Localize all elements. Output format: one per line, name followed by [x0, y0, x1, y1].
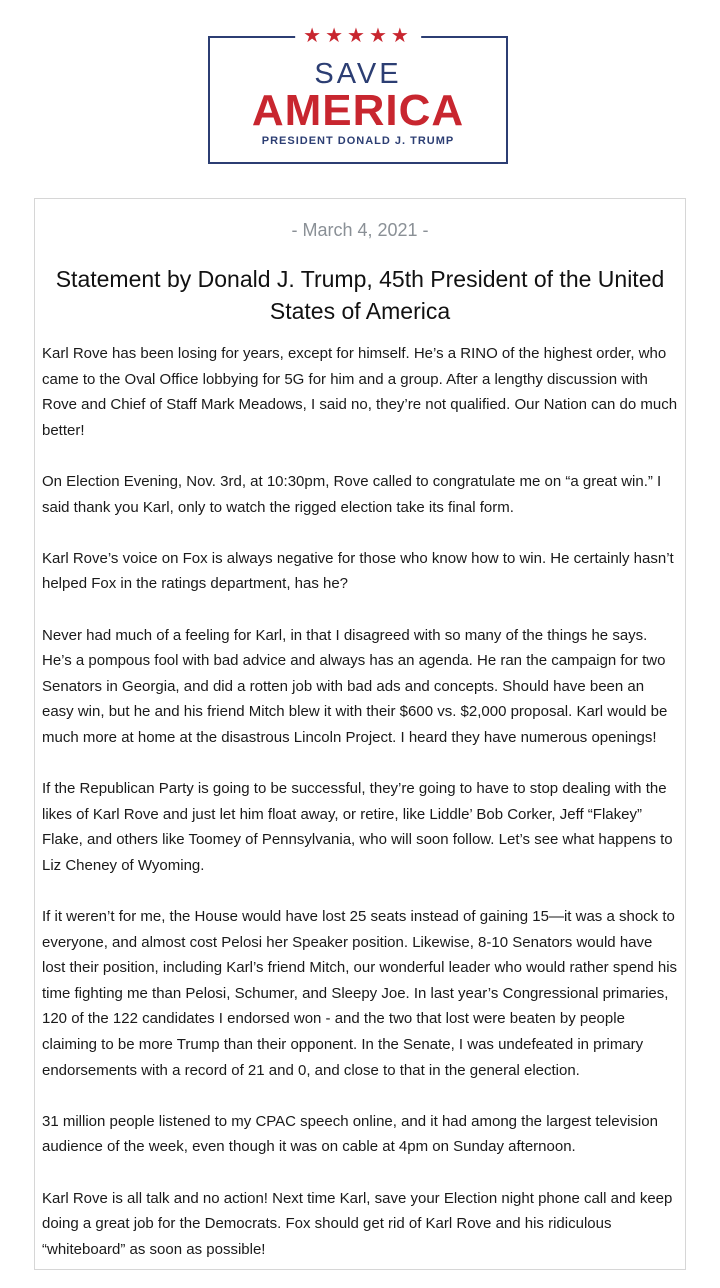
paragraph: Karl Rove is all talk and no action! Next time Karl, save your Election night phone call and keep doing a great job for the Democrats. Fox should get rid of Karl Rove and his ridiculous “whiteboard” as soon as possible!: [42, 1189, 673, 1258]
logo-save-text: SAVE: [314, 58, 402, 90]
paragraph: Karl Rove has been losing for years, except for himself. He’s a RINO of the highest order, who came to the Oval Office lobbying for 5G for him and a group. After a lengthy discussion with Rove and Chief of Staff Mark Meadows, I said no, they’re not qualified. Our Nation can do much better!: [42, 345, 678, 439]
statement-title: Statement by Donald J. Trump, 45th President of the United States of America: [55, 266, 665, 324]
paragraph: Karl Rove’s voice on Fox is always negative for those who know how to win. He certainly hasn’t helped Fox in the ratings department, has he?: [42, 549, 674, 593]
statement-body: [42, 341, 679, 1288]
paragraph: Never had much of a feeling for Karl, in that I disagreed with so many of the things he says. He’s a pompous fool with bad advice and always has an agenda. He ran the campaign for two Senators in Georgia, and did a rotten job with bad ads and concepts. Should have been an easy win, but he and his friend Mitch blew it with their $600 vs. $2,000 proposal. Karl would be much more at home at the disastrous Lincoln Project. I heard they have numerous openings!: [42, 626, 668, 746]
stars-icon: ★★★★★: [295, 24, 421, 48]
save-america-logo: [208, 25, 508, 164]
statement-card: [34, 198, 686, 1270]
paragraph: If the Republican Party is going to be successful, they’re going to have to stop dealing with the likes of Karl Rove and just let him float away, or retire, like Liddle’ Bob Corker, Jeff “Flakey” Flake, and others like Toomey of Pennsylvania, who will soon follow. Let’s see what happens to Liz Cheney of Wyoming.: [42, 780, 673, 874]
paragraph: 31 million people listened to my CPAC speech online, and it had among the largest television audience of the week, even though it was on cable at 4pm on Sunday afternoon.: [42, 1112, 658, 1156]
statement-date: - March 4, 2021 -: [291, 220, 429, 240]
logo-america-text: AMERICA: [251, 86, 465, 135]
paragraph: If it weren’t for me, the House would have lost 25 seats instead of gaining 15—it was a shock to everyone, and almost cost Pelosi her Speaker position. Likewise, 8-10 Senators would have lost their position, including Karl’s friend Mitch, our wonderful leader who would rather spend his time fighting me than Pelosi, Schumer, and Sleepy Joe. In last year’s Congressional primaries, 120 of the 122 candidates I endorsed won - and the two that lost were beaten by people claiming to be more Trump than their opponent. In the Senate, I was undefeated in primary endorsements with a record of 21 and 0, and close to that in the general election.: [42, 908, 678, 1079]
paragraph: On Election Evening, Nov. 3rd, at 10:30pm, Rove called to congratulate me on “a great win.” I said thank you Karl, only to watch the rigged election take its final form.: [42, 472, 662, 516]
logo-subtitle: PRESIDENT DONALD J. TRUMP: [261, 135, 455, 147]
